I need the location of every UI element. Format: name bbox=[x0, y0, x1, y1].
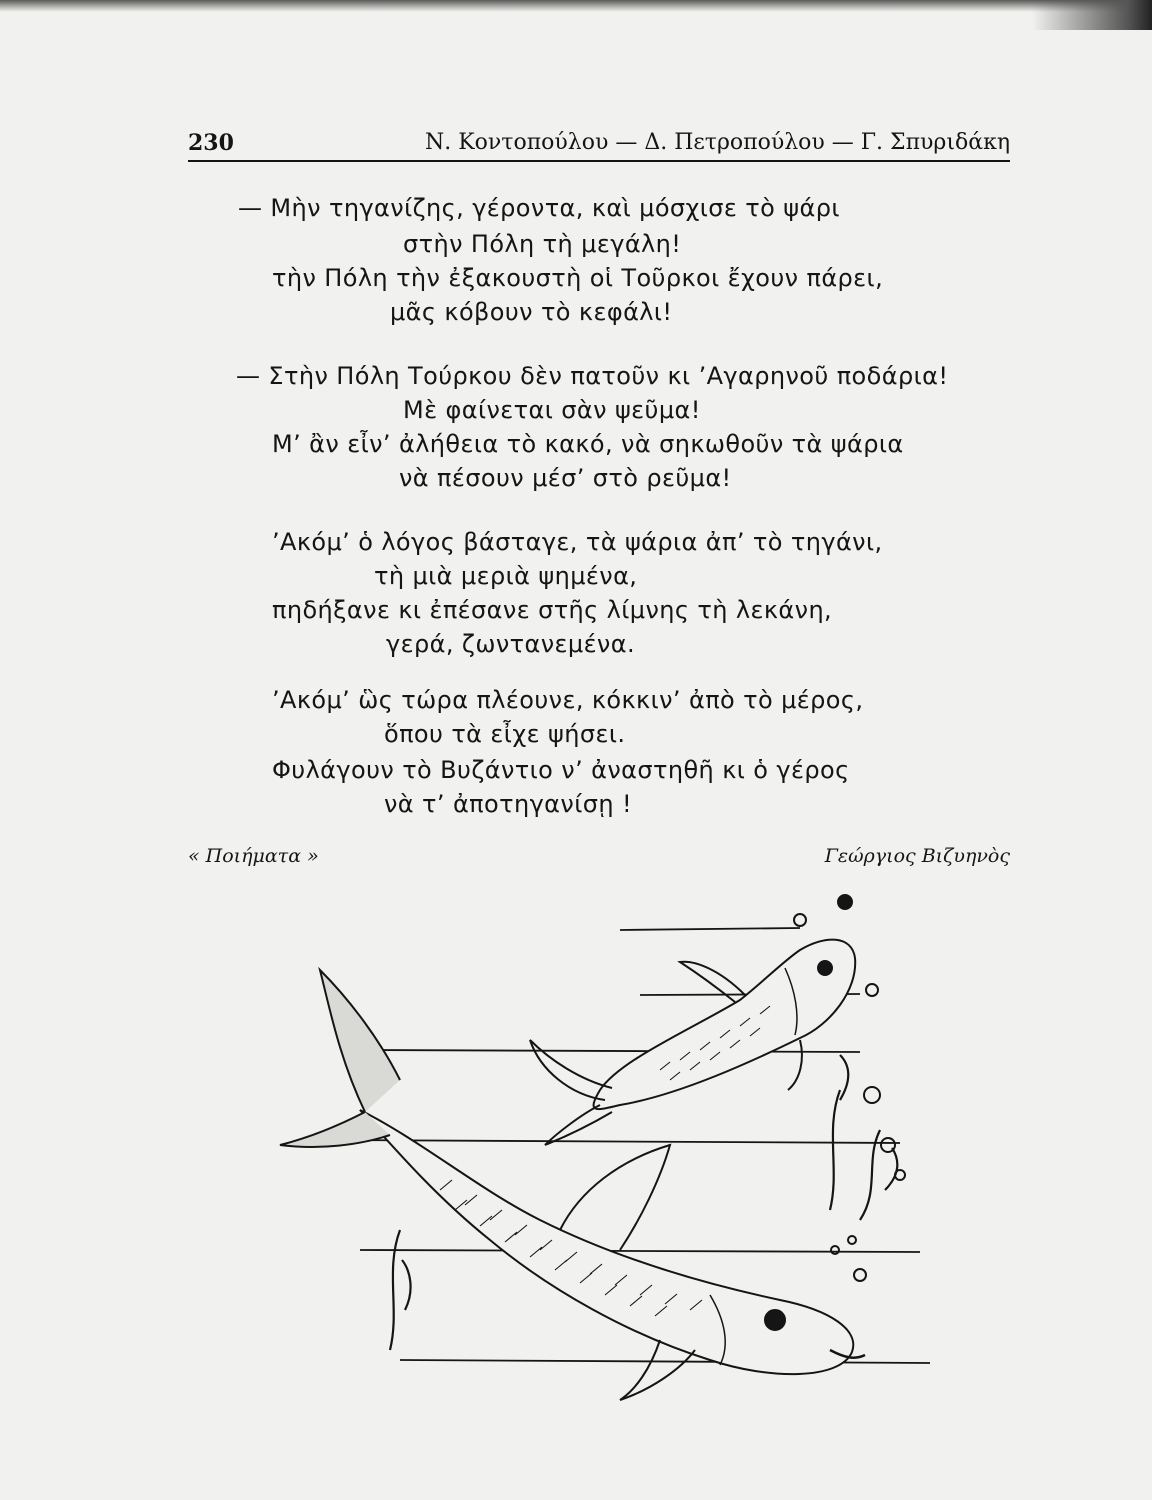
poem-line: τὴ μιὰ μεριὰ ψημένα, bbox=[374, 562, 638, 590]
binding-shadow bbox=[1032, 0, 1152, 30]
upper-fish-icon bbox=[530, 940, 855, 1145]
poem-line: γερά, ζωντανεμένα. bbox=[386, 630, 635, 658]
poet-name: Γεώργιος Βιζυηνὸς bbox=[824, 845, 1010, 867]
poem-line: — Μὴν τηγανίζης, γέροντα, καὶ μόσχισε τὸ ψάρι bbox=[238, 194, 840, 222]
poem-line: ὅπου τὰ εἶχε ψήσει. bbox=[384, 720, 626, 748]
poem-line: Μὲ φαίνεται σὰν ψεῦμα! bbox=[403, 396, 701, 424]
poem-line: στὴν Πόλη τὴ μεγάλη! bbox=[403, 230, 682, 258]
poem-line: Μ’ ἂν εἶν’ ἀλήθεια τὸ κακό, νὰ σηκωθοῦν τὰ ψάρια bbox=[272, 430, 904, 458]
poem-line: πηδήξανε κι ἐπέσανε στῆς λίμνης τὴ λεκάνη, bbox=[272, 596, 833, 624]
source-title: « Ποιήματα » bbox=[188, 845, 319, 867]
poem-line: τὴν Πόλη τὴν ἐξακουστὴ οἱ Τοῦρκοι ἔχουν πάρει, bbox=[272, 264, 884, 292]
two-fish-underwater-icon bbox=[240, 890, 970, 1450]
page-number: 230 bbox=[188, 130, 234, 156]
poem-line: μᾶς κόβουν τὸ κεφάλι! bbox=[390, 298, 673, 326]
header-authors: Ν. Κοντοπούλου — Δ. Πετροπούλου — Γ. Σπυριδάκη bbox=[425, 130, 1010, 155]
running-header bbox=[188, 126, 1010, 162]
page-edge-shadow bbox=[0, 0, 1152, 12]
poem-line: νὰ τ’ ἀποτηγανίσῃ ! bbox=[384, 790, 632, 818]
poem-line: ’Ακόμ’ ὁ λόγος βάσταγε, τὰ ψάρια ἀπ’ τὸ τηγάνι, bbox=[272, 528, 883, 556]
poem-line: — Στὴν Πόλη Τούρκου δὲν πατοῦν κι ’Αγαρηνοῦ ποδάρια! bbox=[236, 362, 949, 390]
poem-line: Φυλάγουν τὸ Βυζάντιο ν’ ἀναστηθῆ κι ὁ γέρος bbox=[272, 756, 850, 784]
poem-line: ’Ακόμ’ ὣς τώρα πλέουνε, κόκκιν’ ἀπὸ τὸ μέρος, bbox=[272, 686, 864, 714]
poem-line: νὰ πέσουν μέσ’ στὸ ρεῦμα! bbox=[399, 464, 732, 492]
